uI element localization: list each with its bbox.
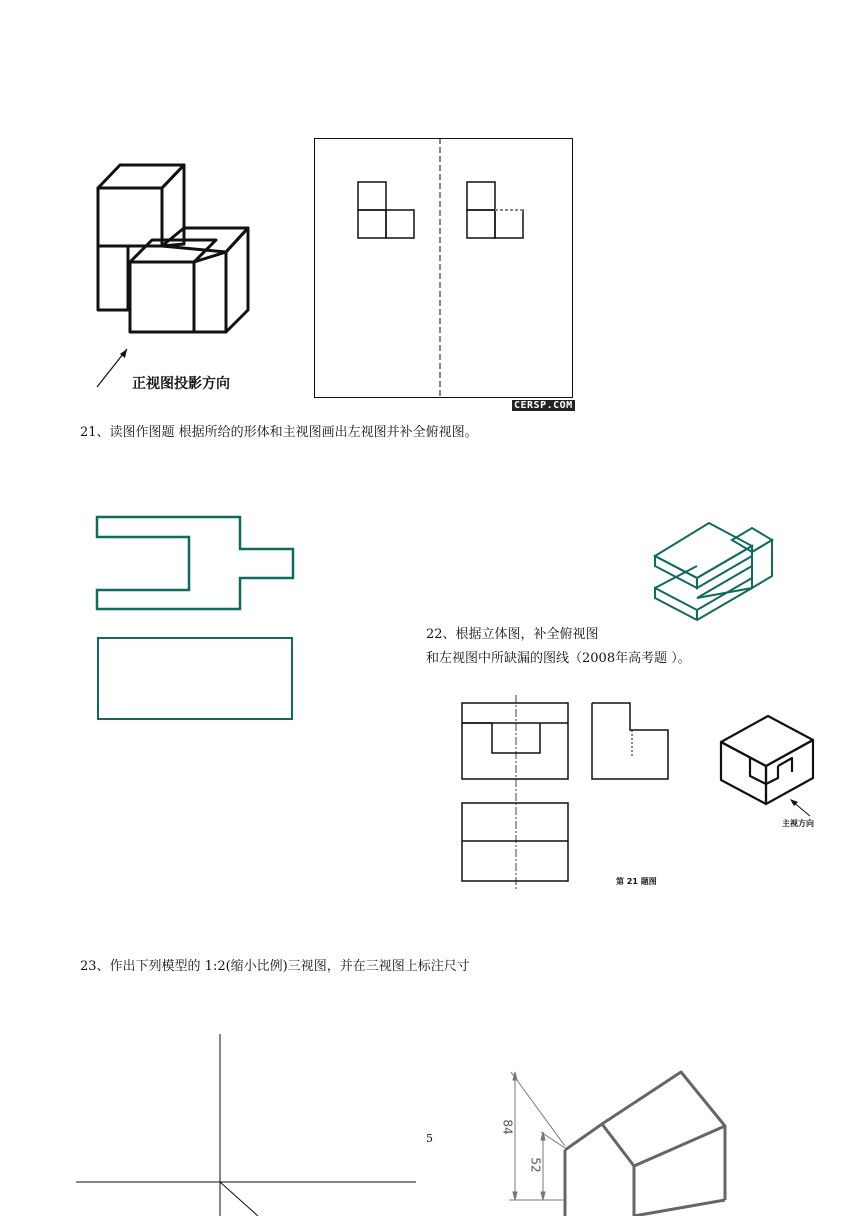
q22-question-line2: 和左视图中所缺漏的图线（2008年高考题 ）。 bbox=[426, 651, 691, 666]
q22-figure-caption: 第 21 题图 bbox=[616, 877, 657, 886]
q23-dim-outer: 84 bbox=[500, 1119, 515, 1135]
q22-view-direction-arrow bbox=[788, 798, 812, 818]
page-number: 5 bbox=[426, 1132, 433, 1145]
q21-views-drawing bbox=[314, 138, 573, 398]
q21-direction-arrow bbox=[95, 345, 135, 390]
q22-isometric-solid bbox=[718, 712, 828, 808]
q22-teal-top-view bbox=[97, 637, 293, 720]
q22-three-views-drawing bbox=[460, 695, 675, 890]
q22-teal-isometric bbox=[652, 518, 777, 626]
q23-question-text: 23、作出下列模型的 1:2(缩小比例)三视图，并在三视图上标注尺寸 bbox=[80, 959, 470, 974]
q21-watermark: CERSP.COM bbox=[514, 400, 573, 411]
q22-question-line1: 22、根据立体图，补全俯视图 bbox=[426, 627, 599, 642]
q23-projection-axes bbox=[76, 1030, 416, 1216]
q22-view-direction-label: 主视方向 bbox=[782, 819, 814, 828]
q23-dim-inner: 52 bbox=[528, 1157, 543, 1173]
q23-house-model bbox=[505, 1060, 775, 1216]
q21-projection-direction-label: 正视图投影方向 bbox=[132, 376, 230, 392]
q21-question-text: 21、读图作图题 根据所给的形体和主视图画出左视图并补全俯视图。 bbox=[80, 425, 478, 440]
q22-teal-front-view bbox=[96, 516, 296, 611]
q21-cube-figure bbox=[90, 160, 260, 335]
